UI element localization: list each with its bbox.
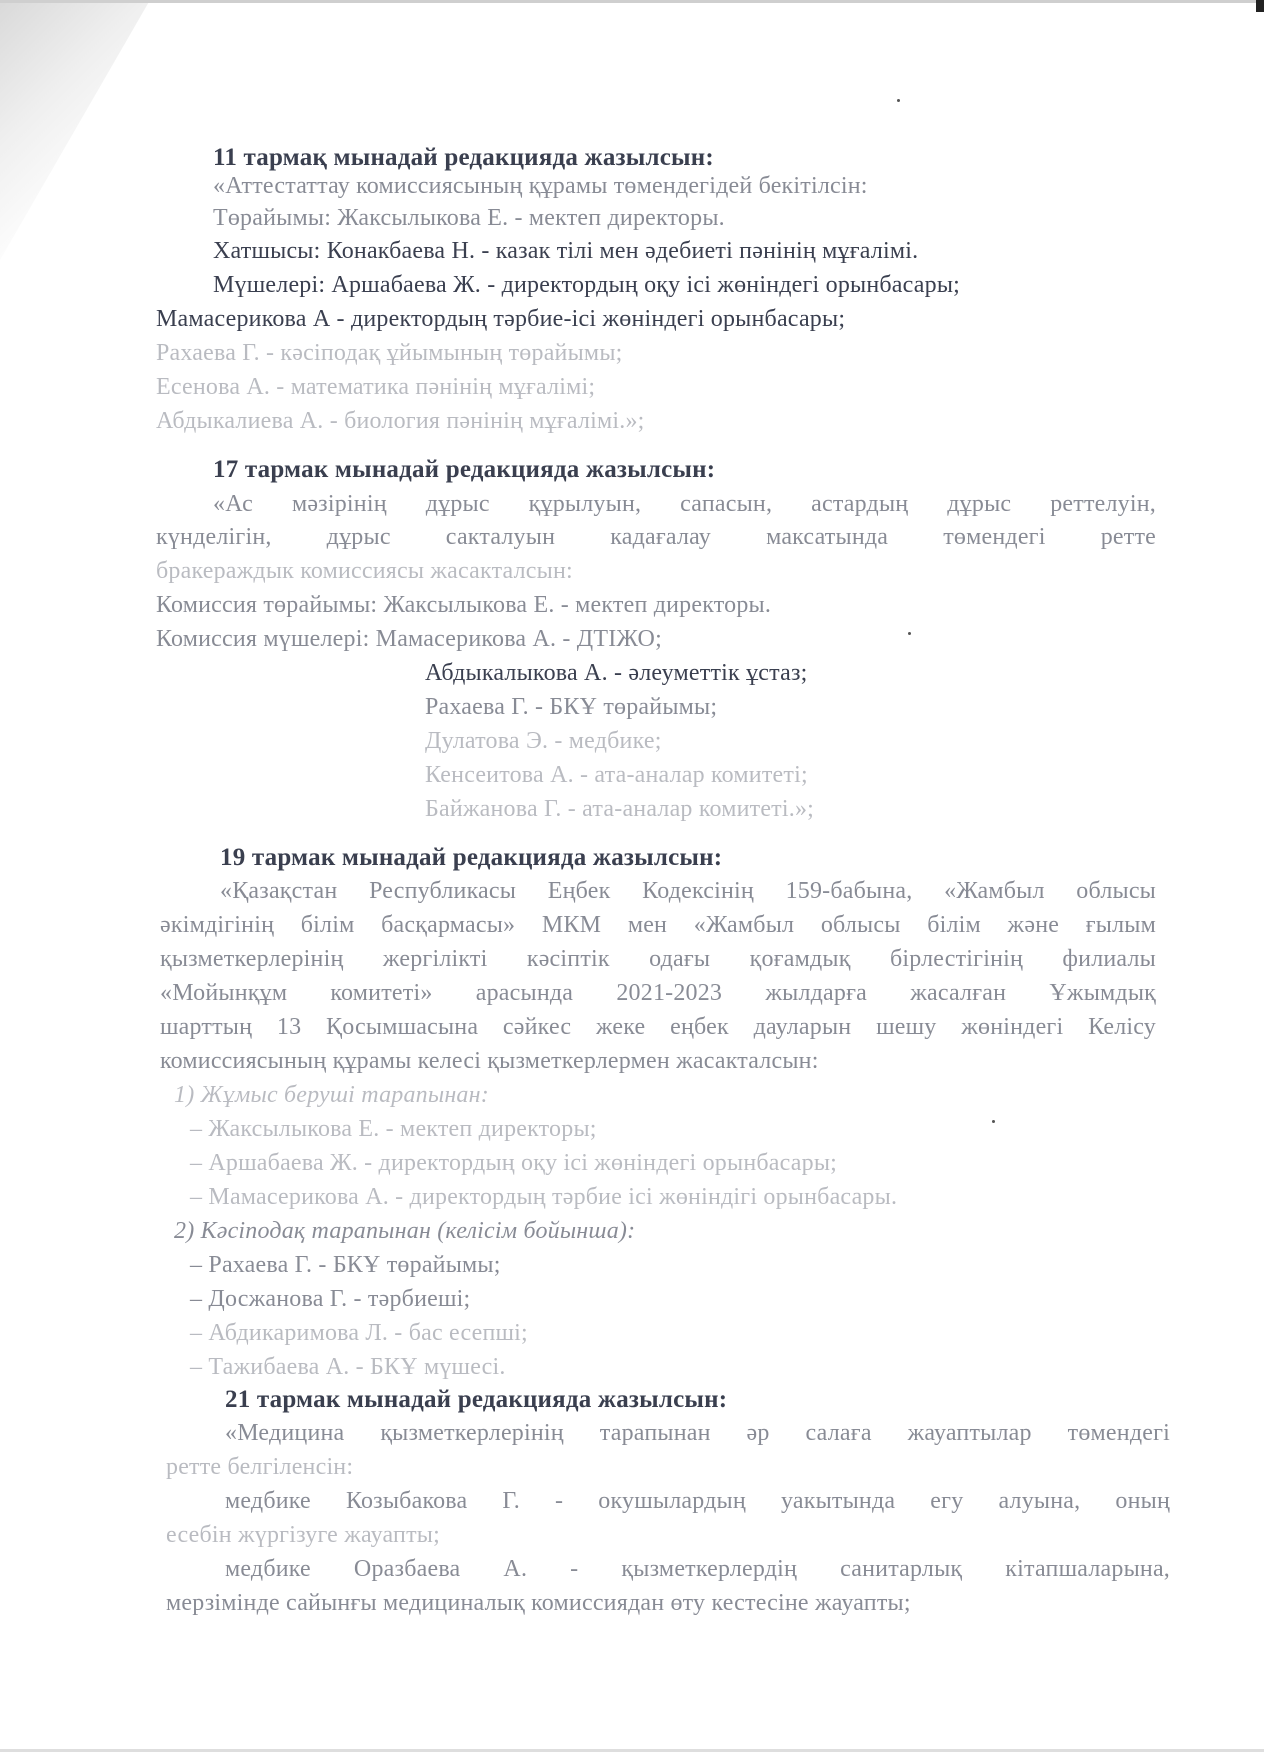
text-line: Кенсеитова А. - ата-аналар комитеті; xyxy=(425,762,808,788)
text-line: – Рахаева Г. - БКҰ төрайымы; xyxy=(190,1252,501,1278)
text-line: – Мамасерикова А. - директордың тәрбие ісі жөніндігі орынбасары. xyxy=(190,1184,898,1210)
text-line: шарттың 13 Қосымшасына сәйкес жеке еңбек дауларын шешу жөніндегі Келісу xyxy=(160,1014,1156,1040)
text-line: ретте белгіленсін: xyxy=(166,1454,354,1480)
speck xyxy=(908,632,911,635)
text-line: «Медицина қызметкерлерінің тарапынан әр салаға жауаптылар төмендегі xyxy=(225,1420,1170,1446)
text-line: – Досжанова Г. - тәрбиеші; xyxy=(190,1286,471,1312)
text-line: – Абдикаримова Л. - бас есепші; xyxy=(190,1320,528,1346)
text-line: Комиссия төрайымы: Жаксылыкова Е. - мектеп директоры. xyxy=(156,592,772,618)
text-line: бракераждык комиссиясы жасакталсын: xyxy=(156,558,573,584)
text-line: 1) Жұмыс беруші тарапынан: xyxy=(174,1082,489,1108)
text-line: Төрайымы: Жаксылыкова Е. - мектеп директоры. xyxy=(213,205,725,231)
scan-corner-mark xyxy=(1256,0,1264,12)
speck xyxy=(992,1120,995,1123)
text-line: Комиссия мүшелері: Мамасерикова А. - ДТІЖО; xyxy=(156,626,662,652)
text-line: Рахаева Г. - кәсіподақ ұйымының төрайымы; xyxy=(156,340,623,366)
text-line: «Аттестаттау комиссиясының құрамы төмендегідей бекітілсін: xyxy=(213,173,868,199)
text-line: күнделігін, дұрыс сакталуын кадағалау максатында төмендегі ретте xyxy=(156,524,1156,550)
text-line: Мамасерикова А - директордың тәрбие-ісі жөніндегі орынбасары; xyxy=(156,306,846,332)
section-heading: 19 тармак мынадай редакцияда жазылсын: xyxy=(220,844,723,871)
text-line: «Ас мәзірінің дұрыс құрылуын, сапасын, астардың дұрыс реттелуін, xyxy=(213,491,1156,517)
text-line: Абдыкалиева А. - биология пәнінің мұғалімі.»; xyxy=(156,408,645,434)
section-heading: 17 тармак мынадай редакцияда жазылсын: xyxy=(213,456,716,483)
scan-shadow xyxy=(0,0,150,260)
text-line: – Жаксылыкова Е. - мектеп директоры; xyxy=(190,1116,597,1142)
text-line: мерзімінде сайынғы медициналық комиссиядан өту кестесіне жауапты; xyxy=(166,1590,911,1616)
text-line: комиссиясының құрамы келесі қызметкерлермен жасакталсын: xyxy=(160,1048,819,1074)
text-line: «Қазақстан Республикасы Еңбек Кодексінің 159-бабына, «Жамбыл облысы xyxy=(220,878,1156,904)
text-line: қызметкерлерінің жергілікті кәсіптік одағы қоғамдық бірлестігінің филиалы xyxy=(160,946,1156,972)
text-line: – Аршабаева Ж. - директордың оқу ісі жөніндегі орынбасары; xyxy=(190,1150,838,1176)
section-heading: 11 тармақ мынадай редакцияда жазылсын: xyxy=(213,144,714,171)
text-line: Дулатова Э. - медбике; xyxy=(425,728,662,754)
text-line: есебін жүргізуге жауапты; xyxy=(166,1522,440,1548)
text-line: 2) Кәсіподақ тарапынан (келісім бойынша): xyxy=(174,1218,636,1244)
text-line: Есенова А. - математика пәнінің мұғалімі; xyxy=(156,374,596,400)
section-heading: 21 тармак мынадай редакцияда жазылсын: xyxy=(225,1386,728,1413)
text-line: Хатшысы: Конакбаева Н. - казак тілі мен әдебиеті пәнінің мұғалімі. xyxy=(213,238,919,264)
text-line: «Мойынқұм комитеті» арасында 2021-2023 жылдарға жасалған Ұжымдық xyxy=(160,980,1156,1006)
speck xyxy=(897,99,900,102)
text-line: – Тажибаева А. - БКҰ мүшесі. xyxy=(190,1354,506,1380)
text-line: медбике Козыбакова Г. - окушылардың уакытында егу алуына, оның xyxy=(225,1488,1170,1514)
text-line: медбике Оразбаева А. - қызметкерлердің санитарлық кітапшаларына, xyxy=(225,1556,1170,1582)
text-line: Байжанова Г. - ата-аналар комитеті.»; xyxy=(425,796,815,822)
text-line: әкімдігінің білім басқармасы» МКМ мен «Жамбыл облысы білім және ғылым xyxy=(160,912,1156,938)
scan-top-edge xyxy=(0,0,1264,3)
text-line: Абдыкалыкова А. - әлеуметтік ұстаз; xyxy=(425,660,808,686)
text-line: Рахаева Г. - БКҰ төрайымы; xyxy=(425,694,718,720)
text-line: Мүшелері: Аршабаева Ж. - директордың оқу ісі жөніндегі орынбасары; xyxy=(213,272,961,298)
